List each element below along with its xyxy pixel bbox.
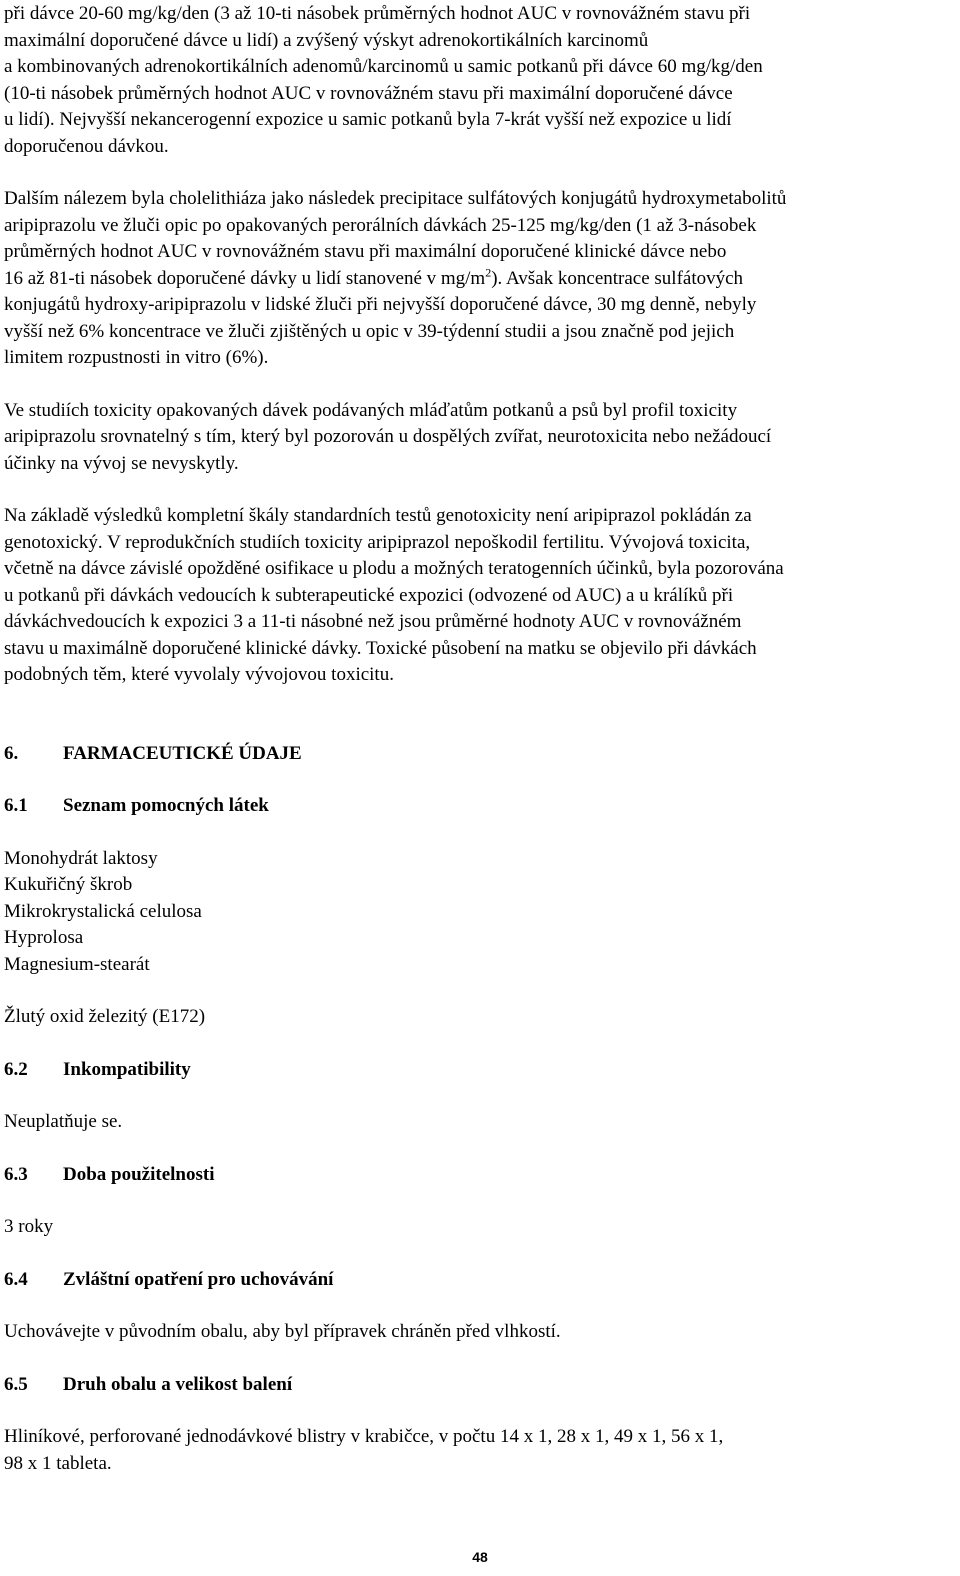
incompatibility-text: [4, 1109, 954, 1136]
document-page: [4, 1, 954, 1477]
text-line: včetně na dávce závislé opožděné osifikace u plodu a možných teratogenních účinků, byla pozorována: [4, 558, 784, 579]
spacer: [4, 767, 954, 793]
text-line: Žlutý oxid železitý (E172): [4, 1006, 206, 1027]
text-line: u potkanů při dávkách vedoucích k subterapeutické expozici (odvozené od AUC) a u králíků při: [4, 584, 734, 606]
text-line: Dalším nálezem byla cholelithiáza jako následek precipitace sulfátových konjugátů hydroxymetabolitů: [4, 188, 787, 209]
text-line: limitem rozpustnosti in vitro (6%).: [4, 347, 269, 368]
text-line: stavu u maximálně doporučené klinické dávky. Toxické působení na matku se objevilo při dávkách: [4, 637, 757, 659]
text-segment: ). Avšak koncentrace sulfátových: [491, 267, 744, 289]
section-heading-6-4: [4, 1267, 954, 1294]
text-line: u lidí). Nejvyšší nekancerogenní expozice u samic potkanů byla 7-krát vyšší než expozice u lidí: [4, 109, 732, 130]
section-title: Inkompatibility: [63, 1058, 191, 1080]
section-heading-6-3: [4, 1162, 954, 1189]
section-number: 6.3: [4, 1163, 28, 1185]
text-line: genotoxický. V reprodukčních studiích toxicity aripiprazol nepoškodil fertilitu. Vývojová toxicita,: [4, 531, 751, 553]
spacer: [4, 978, 954, 1004]
package-text: [4, 1424, 954, 1477]
section-number: 6.: [4, 742, 19, 764]
section-number: 6.4: [4, 1268, 28, 1290]
section-heading-6-5: [4, 1372, 954, 1399]
text-line: Uchovávejte v původním obalu, aby byl přípravek chráněn před vlhkostí.: [4, 1321, 561, 1342]
text-line: Hliníkové, perforované jednodávkové blistry v krabičce, v počtu 14 x 1, 28 x 1, 49 x 1, 56 x 1,: [4, 1426, 724, 1447]
text-line: (10-ti násobek průměrných hodnot AUC v rovnovážném stavu při maximální doporučené dávce: [4, 82, 733, 104]
text-line: konjugátů hydroxy-aripiprazolu v lidské žluči při nejvyšší doporučené dávce, 30 mg denně, nebyly: [4, 294, 757, 315]
section-heading-6-1: [4, 793, 954, 820]
spacer: [4, 820, 954, 846]
text-segment: 16 až 81-ti násobek doporučené dávky u lidí stanovené v mg/m: [4, 267, 486, 289]
text-line: a kombinovaných adrenokortikálních adenomů/karcinomů u samic potkanů při dávce 60 mg/kg/den: [4, 56, 763, 77]
storage-text: [4, 1319, 954, 1346]
text-line: účinky na vývoj se nevyskytly.: [4, 452, 239, 474]
section-title: FARMACEUTICKÉ ÚDAJE: [63, 742, 302, 764]
list-item: Hyprolosa: [4, 927, 84, 948]
text-line: průměrných hodnot AUC v rovnovážném stavu při maximální doporučené klinické dávce nebo: [4, 241, 727, 262]
spacer: [4, 1241, 954, 1267]
section-title: Druh obalu a velikost balení: [63, 1373, 293, 1395]
section-title: Zvláštní opatření pro uchovávání: [63, 1268, 334, 1290]
text-line: aripiprazolu srovnatelný s tím, který byl pozorován u dospělých zvířat, neurotoxicita nebo nežádoucí: [4, 426, 772, 447]
text-line: Ve studiích toxicity opakovaných dávek podávaných mláďatům potkanů a psů byl profil toxicity: [4, 399, 738, 421]
paragraph-carcinogenicity: [4, 1, 954, 160]
text-line: aripiprazolu ve žluči opic po opakovaných perorálních dávkách 25-125 mg/kg/den (1 až 3-násobek: [4, 214, 757, 236]
spacer: [4, 1398, 954, 1424]
text-line: podobných těm, které vyvolaly vývojovou toxicitu.: [4, 664, 394, 685]
text-line: vyšší než 6% koncentrace ve žluči zjištěných u opic v 39-týdenní studii a jsou značně pod jejich: [4, 320, 735, 342]
list-item: Mikrokrystalická celulosa: [4, 900, 202, 922]
spacer: [4, 1136, 954, 1162]
section-title: Doba použitelnosti: [63, 1163, 215, 1185]
paragraph-juvenile-toxicity: [4, 398, 954, 478]
paragraph-cholelithiasis: [4, 186, 954, 372]
spacer: [4, 689, 954, 741]
text-line: dávkáchvedoucích k expozici 3 a 11-ti násobné než jsou průměrné hodnoty AUC v rovnovážném: [4, 611, 742, 632]
section-heading-6-2: [4, 1057, 954, 1084]
list-item: Kukuřičný škrob: [4, 874, 133, 895]
section-number: 6.1: [4, 795, 28, 816]
page-number: 48: [472, 1549, 488, 1565]
text-line: doporučenou dávkou.: [4, 135, 169, 157]
colorant-text: [4, 1004, 954, 1031]
section-heading-6: [4, 741, 954, 768]
text-line: Neuplatňuje se.: [4, 1111, 123, 1132]
section-number: 6.2: [4, 1058, 28, 1080]
spacer: [4, 1188, 954, 1214]
list-item: Magnesium-stearát: [4, 953, 150, 975]
spacer: [4, 1293, 954, 1319]
text-line: při dávce 20-60 mg/kg/den (3 až 10-ti násobek průměrných hodnot AUC v rovnovážném stavu při: [4, 3, 751, 24]
text-line: maximální doporučené dávce u lidí) a zvýšený výskyt adrenokortikálních karcinomů: [4, 29, 649, 51]
excipient-list: [4, 846, 954, 979]
text-line: Na základě výsledků kompletní škály standardních testů genotoxicity není aripiprazol pokládán za: [4, 505, 752, 526]
section-number: 6.5: [4, 1373, 28, 1395]
spacer: [4, 477, 954, 503]
text-line: [4, 266, 954, 293]
section-title: Seznam pomocných látek: [63, 795, 269, 816]
shelf-life-text: [4, 1214, 954, 1241]
paragraph-genotoxicity: [4, 503, 954, 689]
spacer: [4, 1031, 954, 1057]
spacer: [4, 372, 954, 398]
list-item: Monohydrát laktosy: [4, 847, 158, 869]
spacer: [4, 160, 954, 186]
superscript: 2: [485, 265, 492, 280]
text-line: 3 roky: [4, 1216, 54, 1237]
spacer: [4, 1346, 954, 1372]
text-line: 98 x 1 tableta.: [4, 1452, 112, 1474]
spacer: [4, 1083, 954, 1109]
